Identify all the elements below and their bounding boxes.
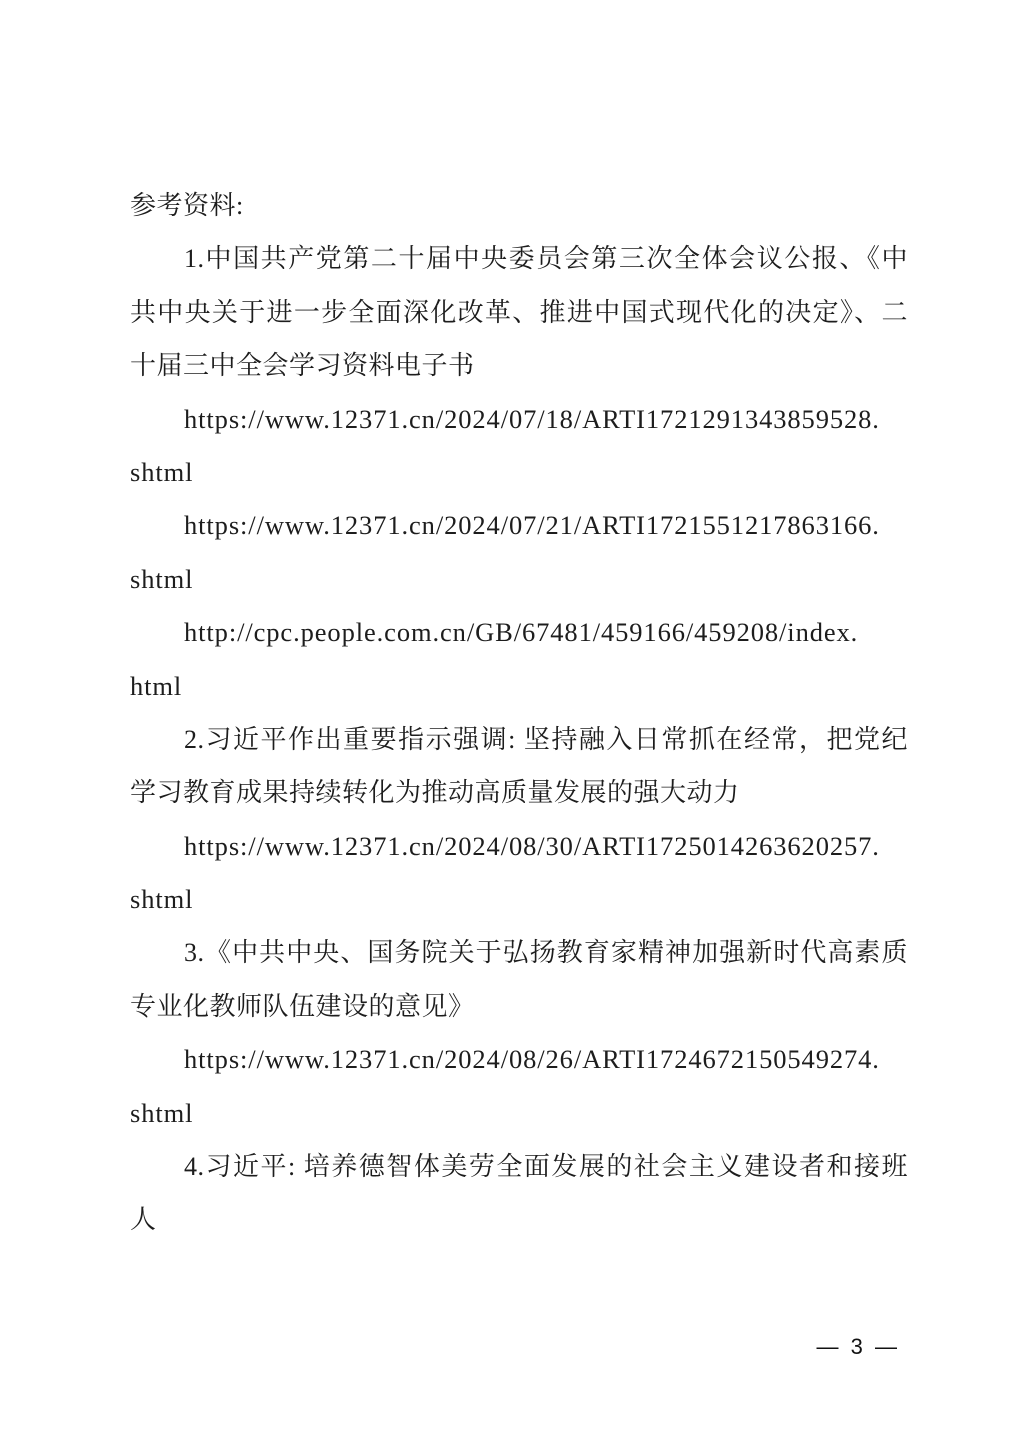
reference-2-title-line: 学习教育成果持续转化为推动高质量发展的强大动力 (130, 778, 740, 808)
section-heading: 参考资料: (130, 191, 244, 220)
reference-3-url-line: https://www.12371.cn/2024/08/26/ARTI1724672150549274. (184, 1044, 880, 1075)
reference-1-url-line: http://cpc.people.com.cn/GB/67481/459166/459208/index. (184, 617, 859, 648)
reference-2-url-line: https://www.12371.cn/2024/08/30/ARTI1725014263620257. (184, 830, 880, 861)
reference-4-title-line: 4.习近平: 培养德智体美劳全面发展的社会主义建设者和接班 (184, 1152, 908, 1182)
reference-1-title-line: 共中央关于进一步全面深化改革、推进中国式现代化的决定》、二 (130, 297, 908, 327)
reference-2-title-line: 2.习近平作出重要指示强调: 坚持融入日常抓在经常，把党纪 (184, 724, 908, 754)
reference-1-title-line: 1.中国共产党第二十届中央委员会第三次全体会议公报、《中 (184, 244, 908, 274)
reference-3-title-line: 3.《中共中央、国务院关于弘扬教育家精神加强新时代高素质 (184, 938, 908, 968)
reference-1-url-line: https://www.12371.cn/2024/07/18/ARTI1721291343859528. (184, 403, 880, 434)
reference-4-title-line: 人 (130, 1205, 157, 1235)
document-body (130, 179, 908, 1247)
reference-3-title-line: 专业化教师队伍建设的意见》 (130, 991, 475, 1021)
reference-1-title-line: 十届三中全会学习资料电子书 (130, 351, 475, 381)
reference-1-url-line: https://www.12371.cn/2024/07/21/ARTI1721551217863166. (184, 510, 880, 541)
page-number: — 3 — (816, 1334, 900, 1359)
reference-1-url-line: html (130, 670, 183, 701)
reference-3-url-line: shtml (130, 1097, 194, 1128)
reference-2-url-line: shtml (130, 884, 194, 915)
reference-1-url-line: shtml (130, 563, 194, 594)
reference-1-url-line: shtml (130, 456, 194, 487)
